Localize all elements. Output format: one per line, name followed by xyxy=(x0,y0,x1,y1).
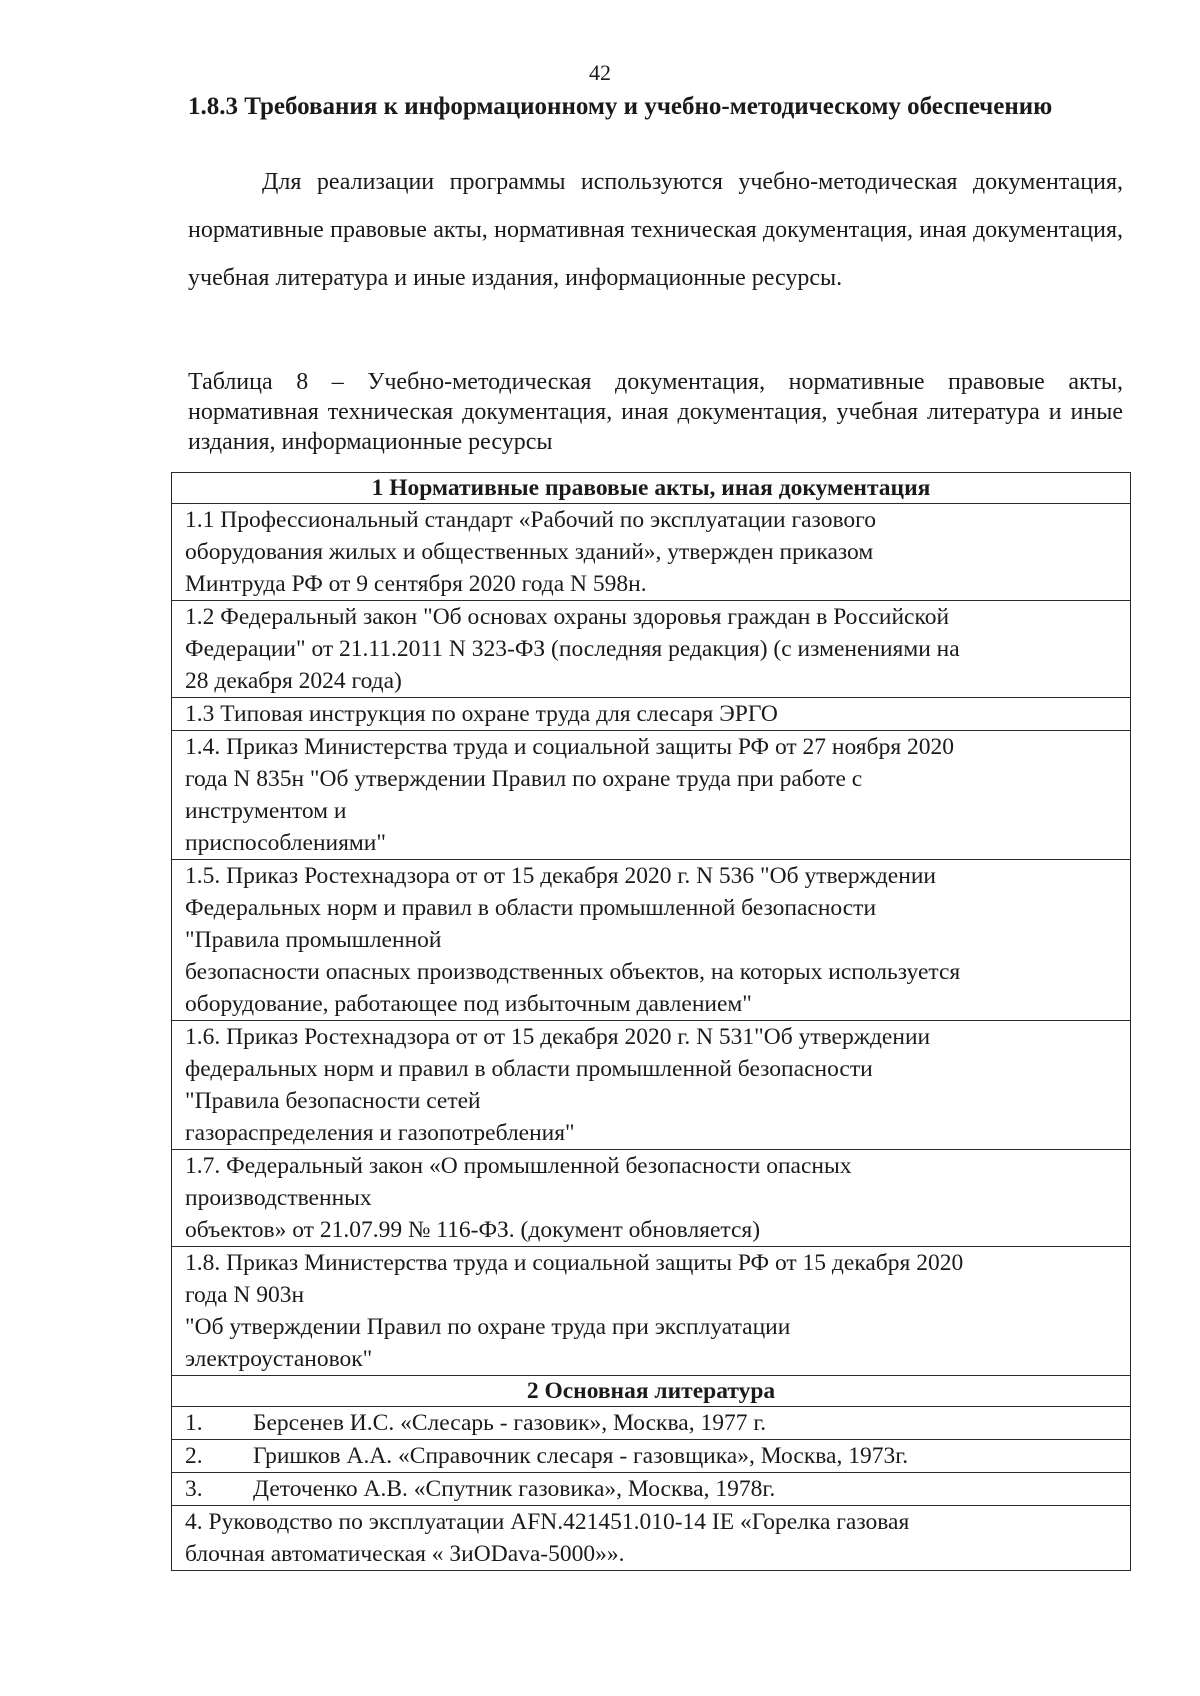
cell-line: инструментом и xyxy=(185,798,347,824)
cell-line: 28 декабря 2024 года) xyxy=(185,668,402,694)
cell-line: "Об утверждении Правил по охране труда при эксплуатации xyxy=(185,1314,791,1340)
cell-line: 1.6. Приказ Ростехнадзора от от 15 декабря 2020 г. N 531"Об утверждении xyxy=(185,1024,931,1050)
table-cell xyxy=(172,1407,1131,1440)
table-cell xyxy=(172,1473,1131,1506)
cell-line: года N 835н "Об утверждении Правил по охране труда при работе с xyxy=(185,766,863,792)
item-number: 2. xyxy=(185,1443,203,1469)
table-row xyxy=(172,731,1131,860)
cell-line: "Правила безопасности сетей xyxy=(185,1088,481,1114)
table-caption: Таблица 8 – Учебно-методическая документация, нормативные правовые акты, нормативная техническая документация, иная документация, учебная литература и иные издания, информационные ресурсы xyxy=(188,369,1123,455)
cell-line: "Правила промышленной xyxy=(185,927,442,953)
table-cell xyxy=(172,731,1131,860)
table-cell xyxy=(172,1021,1131,1150)
cell-line: блочная автоматическая « ЗиODava-5000»». xyxy=(185,1541,625,1567)
cell-line: 1.1 Профессиональный стандарт «Рабочий по эксплуатации газового xyxy=(185,507,876,533)
table-cell xyxy=(172,1247,1131,1376)
item-text: Берсенев И.С. «Слесарь - газовик», Москва, 1977 г. xyxy=(253,1410,767,1436)
cell-line: Минтруда РФ от 9 сентября 2020 года N 598н. xyxy=(185,571,647,597)
table-row xyxy=(172,860,1131,1021)
section-title-regulations: 1 Нормативные правовые акты, иная документация xyxy=(172,473,1131,504)
table-cell xyxy=(172,601,1131,698)
item-number: 1. xyxy=(185,1410,203,1436)
page-number: 42 xyxy=(589,60,611,85)
section-title-literature: 2 Основная литература xyxy=(172,1376,1131,1407)
cell-line: 1.7. Федеральный закон «О промышленной безопасности опасных xyxy=(185,1153,852,1179)
table-row xyxy=(172,504,1131,601)
table-cell xyxy=(172,504,1131,601)
cell-line: 1.2 Федеральный закон "Об основах охраны здоровья граждан в Российской xyxy=(185,604,950,630)
item-text: Гришков А.А. «Справочник слесаря - газовщика», Москва, 1973г. xyxy=(253,1443,909,1469)
cell-line: безопасности опасных производственных объектов, на которых используется xyxy=(185,959,961,985)
table-cell xyxy=(172,1506,1131,1571)
item-text: Деточенко А.В. «Спутник газовика», Москва, 1978г. xyxy=(253,1476,776,1502)
table-row xyxy=(172,1247,1131,1376)
item-number: 3. xyxy=(185,1476,203,1502)
cell-line: 4. Руководство по эксплуатации AFN.421451.010-14 IE «Горелка газовая xyxy=(185,1509,910,1535)
cell-line: оборудования жилых и общественных зданий», утвержден приказом xyxy=(185,539,874,565)
cell-line: объектов» от 21.07.99 № 116-ФЗ. (документ обновляется) xyxy=(185,1217,761,1243)
table-row xyxy=(172,1440,1131,1473)
table-cell xyxy=(172,1440,1131,1473)
table-row xyxy=(172,1021,1131,1150)
table-row xyxy=(172,1150,1131,1247)
cell-line: газораспределения и газопотребления" xyxy=(185,1120,575,1146)
cell-line: приспособлениями" xyxy=(185,830,386,856)
table-cell xyxy=(172,860,1131,1021)
cell-line: электроустановок" xyxy=(185,1346,373,1372)
table-cell xyxy=(172,1150,1131,1247)
cell-line: федеральных норм и правил в области промышленной безопасности xyxy=(185,1056,873,1082)
cell-line: 1.4. Приказ Министерства труда и социальной защиты РФ от 27 ноября 2020 xyxy=(185,734,955,760)
section-heading: 1.8.3 Требования к информационному и учебно-методическому обеспечению xyxy=(188,93,1053,120)
table-row xyxy=(172,1407,1131,1440)
cell-line: 1.5. Приказ Ростехнадзора от от 15 декабря 2020 г. N 536 "Об утверждении xyxy=(185,863,936,889)
cell-line: 1.8. Приказ Министерства труда и социальной защиты РФ от 15 декабря 2020 xyxy=(185,1250,964,1276)
table-row xyxy=(172,698,1131,731)
table-section-header xyxy=(172,473,1131,504)
table-row xyxy=(172,601,1131,698)
cell-line: Федеральных норм и правил в области промышленной безопасности xyxy=(185,895,877,921)
cell-line: производственных xyxy=(185,1185,372,1211)
cell-line: Федерации" от 21.11.2011 N 323-ФЗ (последняя редакция) (с изменениями на xyxy=(185,636,960,662)
table-row xyxy=(172,1473,1131,1506)
table-section-header xyxy=(172,1376,1131,1407)
intro-paragraph: Для реализации программы используются учебно-методическая документация, нормативные правовые акты, нормативная техническая документация, иная документация, учебная литература и иные издания, информационные ресурсы. xyxy=(188,169,1123,291)
table-row xyxy=(172,1506,1131,1571)
table-cell xyxy=(172,698,1131,731)
resources-table xyxy=(171,472,1131,1571)
cell-line: оборудование, работающее под избыточным давлением" xyxy=(185,991,752,1017)
cell-line: 1.3 Типовая инструкция по охране труда для слесаря ЭРГО xyxy=(185,701,778,727)
cell-line: года N 903н xyxy=(185,1282,305,1308)
